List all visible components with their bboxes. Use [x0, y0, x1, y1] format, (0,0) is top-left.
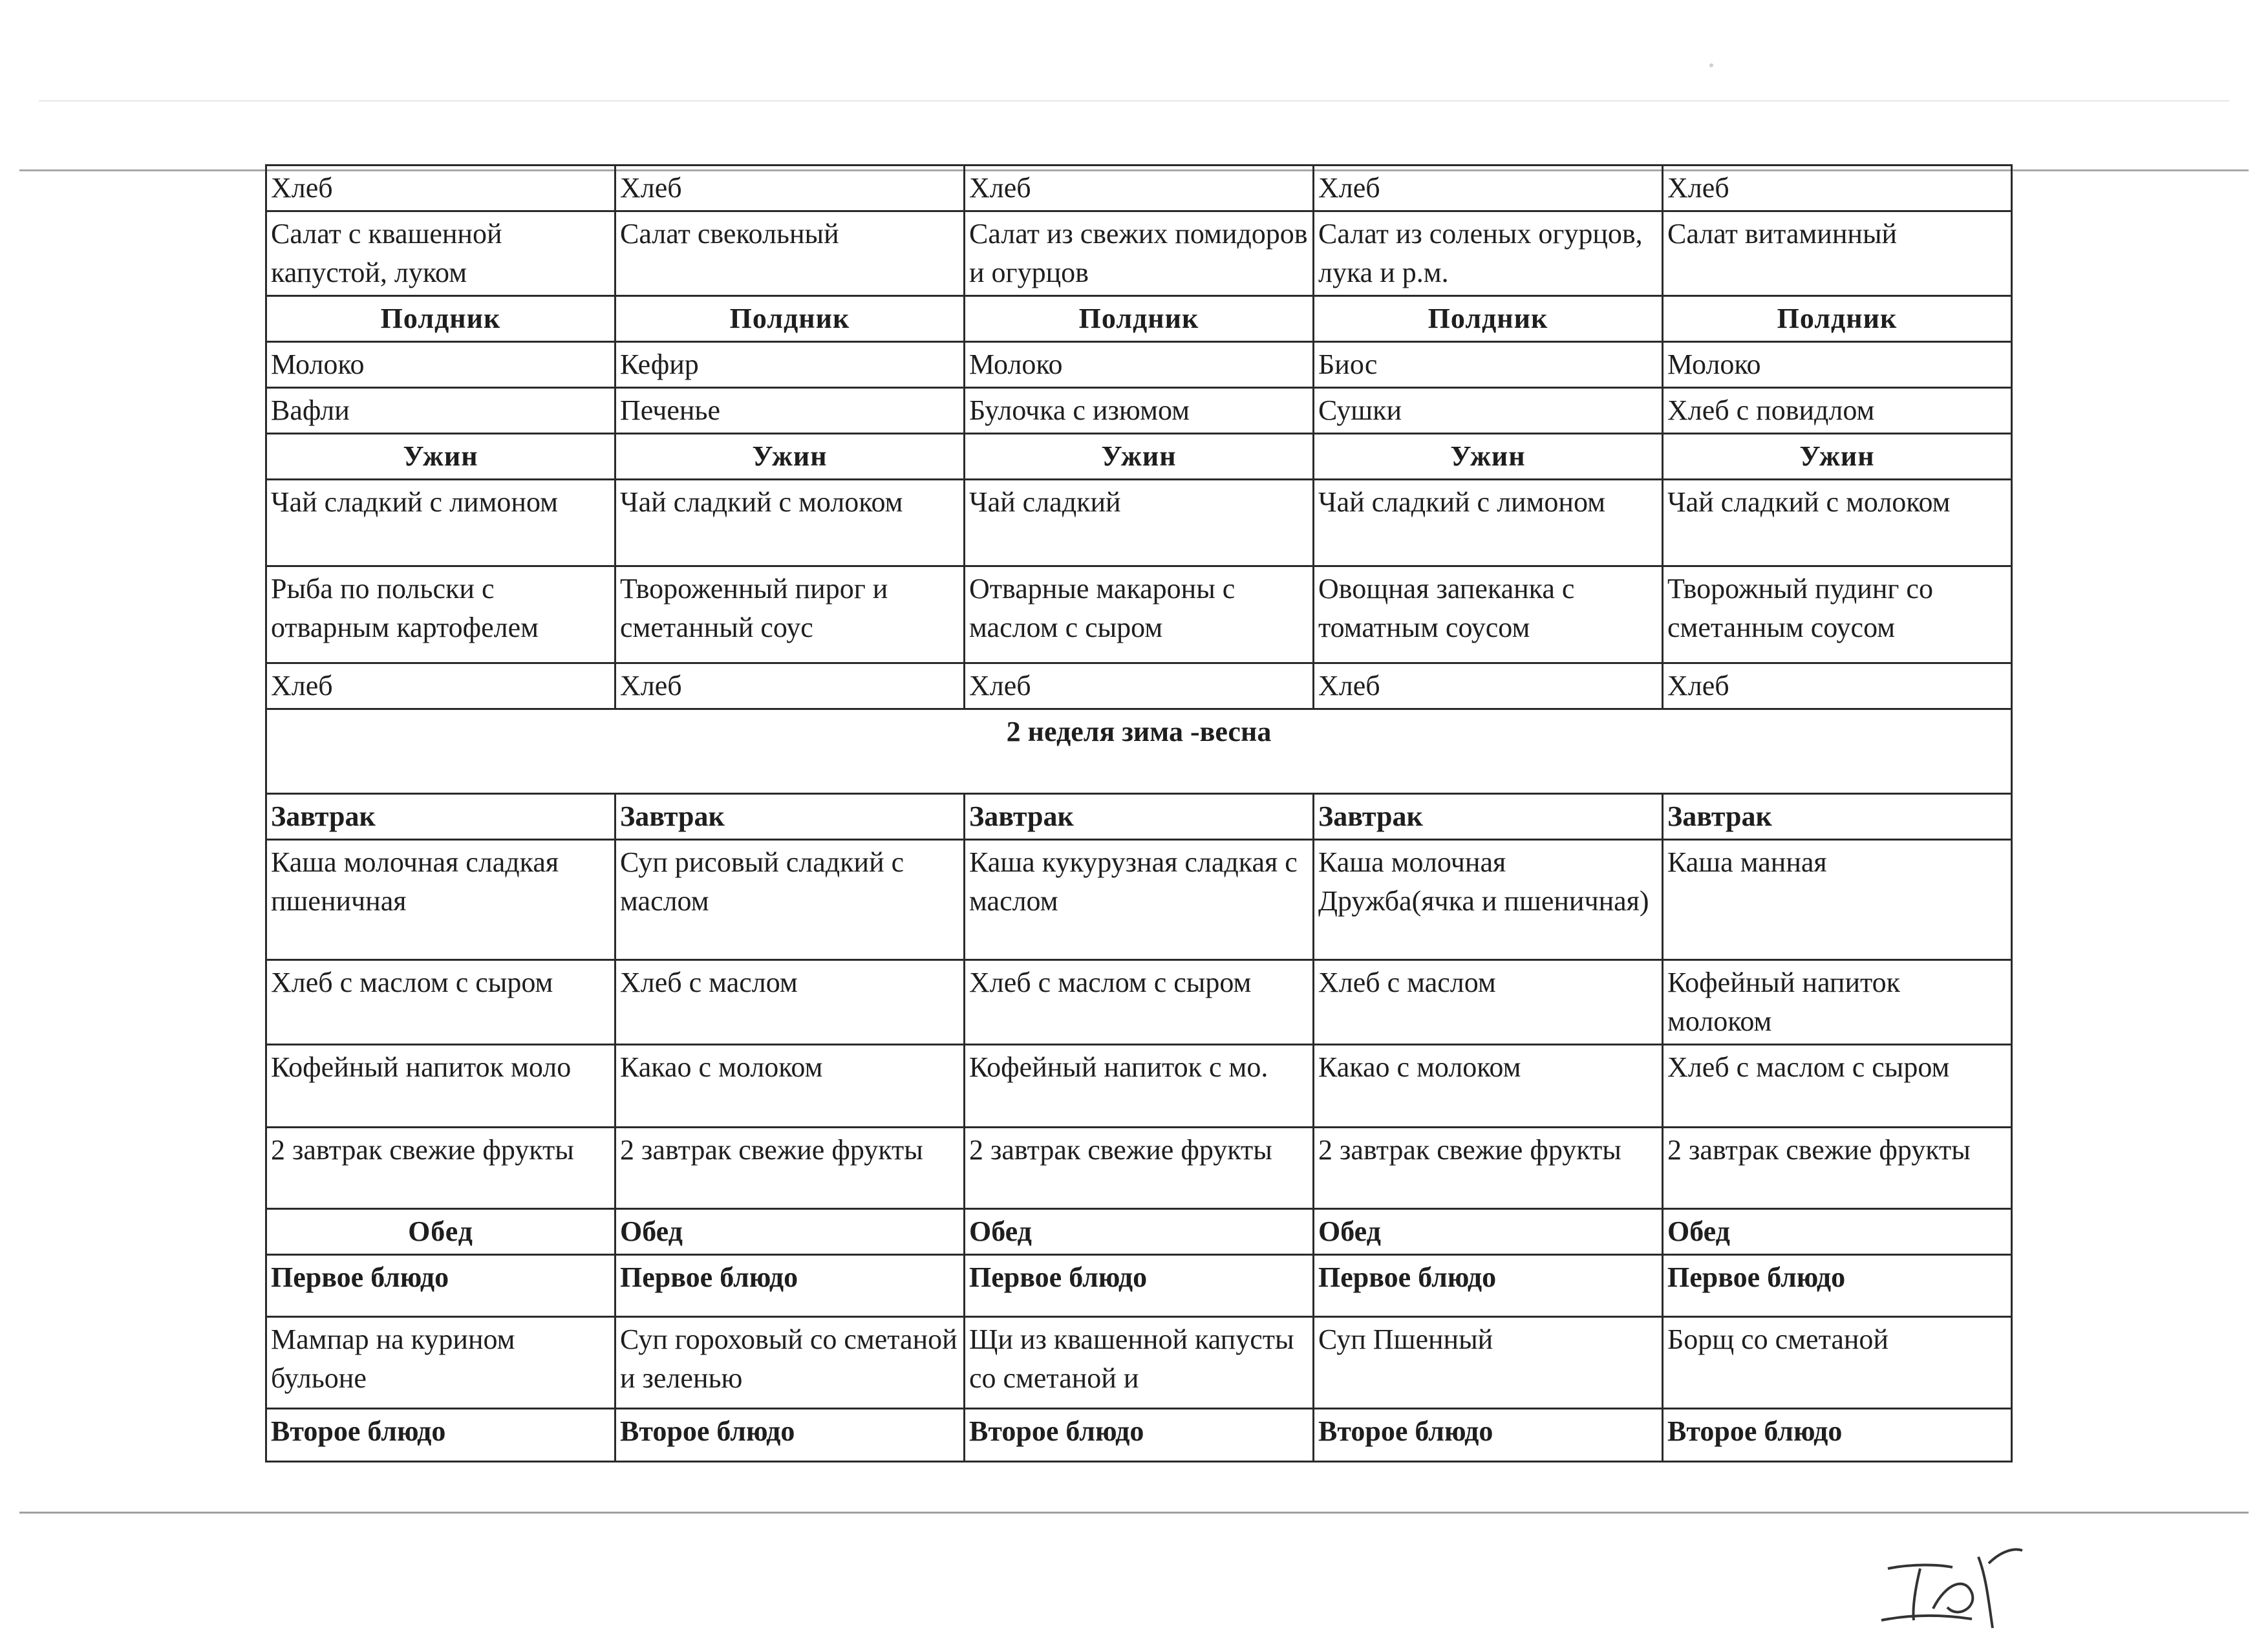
cell: 2 завтрак свежие фрукты — [615, 1128, 965, 1209]
course-header: Второе блюдо — [1663, 1409, 2012, 1462]
cell: Кофейный напиток с мо. — [965, 1045, 1314, 1128]
cell: Суп гороховый со сметаной и зеленью — [615, 1317, 965, 1409]
meal-header: Обед — [965, 1209, 1314, 1255]
cell: Хлеб — [266, 663, 615, 709]
table-row — [266, 388, 2012, 434]
cell: Салат свекольный — [615, 211, 965, 296]
cell: Рыба по польски с отварным картофелем — [266, 566, 615, 663]
course-header: Первое блюдо — [1663, 1255, 2012, 1317]
meal-header: Завтрак — [1314, 794, 1663, 840]
cell: Хлеб с маслом с сыром — [1663, 1045, 2012, 1128]
cell: Хлеб — [965, 166, 1314, 211]
cell: Вафли — [266, 388, 615, 434]
cell: 2 завтрак свежие фрукты — [266, 1128, 615, 1209]
scan-bottom-line — [19, 1512, 2249, 1514]
cell: Салат с квашенной капустой, луком — [266, 211, 615, 296]
table-row — [266, 211, 2012, 296]
table-row — [266, 566, 2012, 663]
meal-header: Завтрак — [615, 794, 965, 840]
cell: Хлеб с маслом — [615, 960, 965, 1045]
cell: Твороженный пирог и сметанный соус — [615, 566, 965, 663]
cell: Каша кукурузная сладкая с маслом — [965, 840, 1314, 960]
cell: Хлеб с маслом с сыром — [965, 960, 1314, 1045]
meal-header: Ужин — [965, 434, 1314, 480]
cell: Молоко — [965, 342, 1314, 388]
table-row — [266, 296, 2012, 342]
table-row — [266, 663, 2012, 709]
cell: Творожный пудинг со сметанным соусом — [1663, 566, 2012, 663]
cell: Хлеб — [266, 166, 615, 211]
course-header: Второе блюдо — [1314, 1409, 1663, 1462]
cell: Борщ со сметаной — [1663, 1317, 2012, 1409]
course-header: Второе блюдо — [266, 1409, 615, 1462]
scan-artifact-line — [39, 100, 2229, 102]
table-row — [266, 342, 2012, 388]
meal-header: Полдник — [615, 296, 965, 342]
course-header: Первое блюдо — [965, 1255, 1314, 1317]
meal-header: Полдник — [1663, 296, 2012, 342]
meal-header: Ужин — [1663, 434, 2012, 480]
cell: Хлеб с повидлом — [1663, 388, 2012, 434]
course-header: Первое блюдо — [266, 1255, 615, 1317]
cell: Хлеб с маслом — [1314, 960, 1663, 1045]
table-row — [266, 1045, 2012, 1128]
cell: Мампар на курином бульоне — [266, 1317, 615, 1409]
cell: Щи из квашенной капусты со сметаной и — [965, 1317, 1314, 1409]
cell: 2 завтрак свежие фрукты — [1314, 1128, 1663, 1209]
menu-table — [265, 164, 2013, 1462]
cell: Булочка с изюмом — [965, 388, 1314, 434]
meal-header: Полдник — [266, 296, 615, 342]
meal-header: Обед — [266, 1209, 615, 1255]
meal-header: Завтрак — [965, 794, 1314, 840]
table-row — [266, 434, 2012, 480]
scan-speck — [1709, 63, 1713, 67]
cell: Чай сладкий с лимоном — [1314, 480, 1663, 566]
cell: Хлеб — [1314, 166, 1663, 211]
table-row — [266, 1317, 2012, 1409]
cell: Каша манная — [1663, 840, 2012, 960]
cell: Хлеб — [965, 663, 1314, 709]
table-row — [266, 960, 2012, 1045]
meal-header: Обед — [1663, 1209, 2012, 1255]
meal-header: Завтрак — [266, 794, 615, 840]
cell: Кофейный напиток моло — [266, 1045, 615, 1128]
cell: Кофейный напиток молоком — [1663, 960, 2012, 1045]
cell: 2 завтрак свежие фрукты — [965, 1128, 1314, 1209]
table-row — [266, 840, 2012, 960]
meal-header: Ужин — [266, 434, 615, 480]
cell: Суп рисовый сладкий с маслом — [615, 840, 965, 960]
cell: Чай сладкий с лимоном — [266, 480, 615, 566]
cell: 2 завтрак свежие фрукты — [1663, 1128, 2012, 1209]
cell: Молоко — [266, 342, 615, 388]
course-header: Первое блюдо — [615, 1255, 965, 1317]
table-row — [266, 1209, 2012, 1255]
cell: Каша молочная сладкая пшеничная — [266, 840, 615, 960]
table-row — [266, 1409, 2012, 1462]
cell: Хлеб — [1663, 166, 2012, 211]
cell: Салат витаминный — [1663, 211, 2012, 296]
table-row — [266, 709, 2012, 794]
meal-header: Обед — [1314, 1209, 1663, 1255]
course-header: Первое блюдо — [1314, 1255, 1663, 1317]
cell: Какао с молоком — [1314, 1045, 1663, 1128]
cell: Отварные макароны с маслом с сыром — [965, 566, 1314, 663]
table-row — [266, 794, 2012, 840]
course-header: Второе блюдо — [965, 1409, 1314, 1462]
table-row — [266, 166, 2012, 211]
handwritten-signature — [1875, 1538, 2030, 1634]
cell: Печенье — [615, 388, 965, 434]
cell: Хлеб — [615, 663, 965, 709]
cell: Салат из соленых огурцов, лука и р.м. — [1314, 211, 1663, 296]
cell: Каша молочная Дружба(ячка и пшеничная) — [1314, 840, 1663, 960]
cell: Салат из свежих помидоров и огурцов — [965, 211, 1314, 296]
cell: Суп Пшенный — [1314, 1317, 1663, 1409]
cell: Чай сладкий — [965, 480, 1314, 566]
cell: Хлеб — [1663, 663, 2012, 709]
cell: Хлеб с маслом с сыром — [266, 960, 615, 1045]
meal-header: Обед — [615, 1209, 965, 1255]
cell: Хлеб — [1314, 663, 1663, 709]
table-row — [266, 480, 2012, 566]
table-row — [266, 1128, 2012, 1209]
course-header: Второе блюдо — [615, 1409, 965, 1462]
cell: Какао с молоком — [615, 1045, 965, 1128]
meal-header: Полдник — [965, 296, 1314, 342]
cell: Чай сладкий с молоком — [1663, 480, 2012, 566]
cell: Хлеб — [615, 166, 965, 211]
cell: Сушки — [1314, 388, 1663, 434]
meal-header: Ужин — [1314, 434, 1663, 480]
cell: Молоко — [1663, 342, 2012, 388]
cell: Кефир — [615, 342, 965, 388]
meal-header: Ужин — [615, 434, 965, 480]
cell: Биос — [1314, 342, 1663, 388]
meal-header: Полдник — [1314, 296, 1663, 342]
cell: Овощная запеканка с томатным соусом — [1314, 566, 1663, 663]
week-title: 2 неделя зима -весна — [266, 709, 2012, 794]
cell: Чай сладкий с молоком — [615, 480, 965, 566]
table-row — [266, 1255, 2012, 1317]
meal-header: Завтрак — [1663, 794, 2012, 840]
